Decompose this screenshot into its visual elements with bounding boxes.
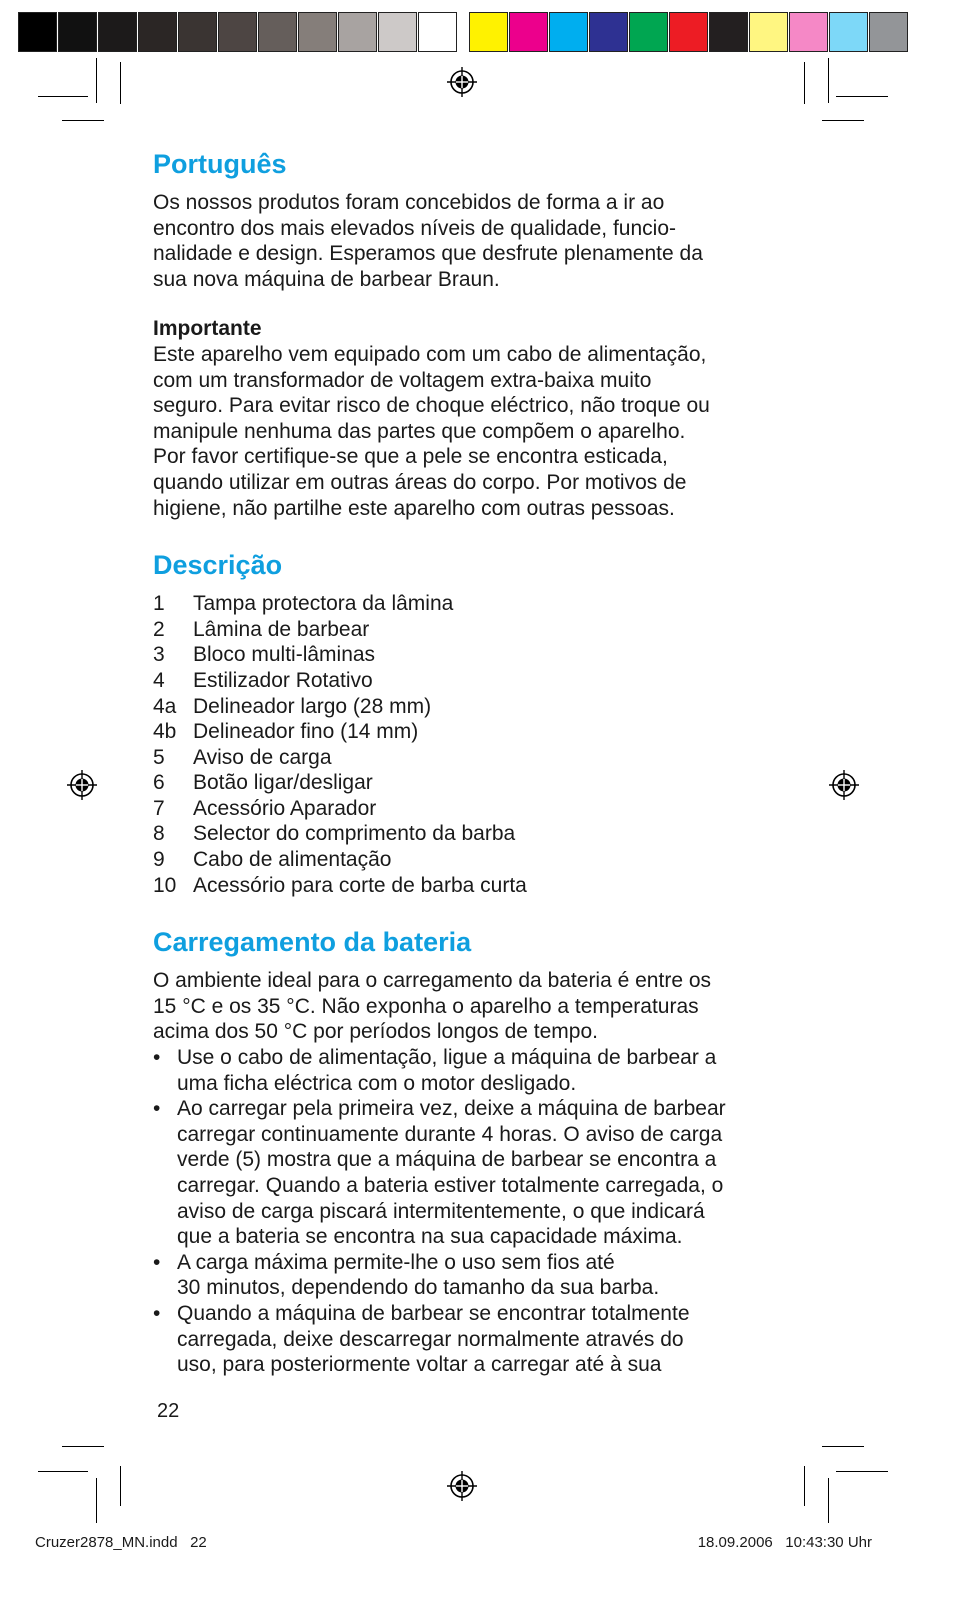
color-swatch: [218, 12, 257, 52]
part-label: Bloco multi-lâminas: [193, 643, 376, 667]
part-item: [153, 745, 793, 771]
part-label: Delineador largo (28 mm): [193, 694, 432, 718]
charging-intro: [153, 968, 793, 1045]
color-swatch: [469, 12, 508, 52]
part-item: [153, 719, 793, 745]
crop-mark: [96, 58, 97, 103]
part-number: 6: [153, 771, 165, 795]
section-title-carregamento: Carregamento da bateria: [153, 927, 472, 958]
text-line: uma ficha eléctrica com o motor desligado.: [177, 1071, 577, 1095]
color-swatch: [789, 12, 828, 52]
color-swatch: [138, 12, 177, 52]
color-swatch: [829, 12, 868, 52]
bullet-icon: •: [153, 1250, 161, 1274]
color-swatch: [338, 12, 377, 52]
part-label: Tampa protectora da lâmina: [193, 592, 454, 616]
text-line: seguro. Para evitar risco de choque eléctrico, não troque ou: [153, 394, 710, 418]
part-label: Delineador fino (14 mm): [193, 720, 419, 744]
color-swatch: [709, 12, 748, 52]
color-swatch: [589, 12, 628, 52]
text-line: O ambiente ideal para o carregamento da bateria é entre os: [153, 969, 712, 993]
part-label: Selector do comprimento da barba: [193, 822, 516, 846]
color-swatch: [549, 12, 588, 52]
section-title-descricao: Descrição: [153, 550, 283, 581]
color-swatch: [258, 12, 297, 52]
crop-mark: [828, 58, 829, 103]
part-label: Cabo de alimentação: [193, 848, 392, 872]
crop-mark: [804, 1466, 805, 1506]
footer-timestamp: 18.09.2006 10:43:30 Uhr: [697, 1534, 872, 1551]
part-label: Acessório Aparador: [193, 796, 377, 820]
charging-bullet-item: [153, 1045, 793, 1096]
registration-mark-icon: [447, 67, 477, 97]
part-item: [153, 617, 793, 643]
part-item: [153, 591, 793, 617]
text-line: encontro dos mais elevados níveis de qualidade, funcio-: [153, 216, 676, 240]
bullet-icon: •: [153, 1097, 161, 1121]
crop-mark: [38, 96, 88, 97]
important-label: Importante: [153, 317, 262, 341]
text-line: Os nossos produtos foram concebidos de forma a ir ao: [153, 191, 665, 214]
text-line: Por favor certifique-se que a pele se encontra esticada,: [153, 445, 668, 469]
part-label: Botão ligar/desligar: [193, 771, 373, 795]
text-line: A carga máxima permite-lhe o uso sem fios até: [177, 1250, 615, 1274]
registration-mark-icon: [67, 770, 97, 800]
part-label: Aviso de carga: [193, 745, 332, 769]
color-swatch: [509, 12, 548, 52]
part-label: Estilizador Rotativo: [193, 668, 373, 692]
charging-bullet-list: [153, 1045, 793, 1378]
part-number: 9: [153, 848, 165, 872]
part-item: [153, 642, 793, 668]
page-content: [153, 148, 793, 1378]
part-label: Lâmina de barbear: [193, 617, 370, 641]
text-line: quando utilizar em outras áreas do corpo. Por motivos de: [153, 470, 687, 494]
text-line: 30 minutos, dependendo do tamanho da sua barba.: [177, 1276, 660, 1300]
charging-bullet-item: [153, 1096, 793, 1250]
gray-calibration-bar: [18, 12, 458, 54]
color-swatch: [298, 12, 337, 52]
color-swatch: [749, 12, 788, 52]
crop-mark: [120, 1466, 121, 1506]
section-title-portugues: Português: [153, 149, 287, 179]
part-number: 4a: [153, 694, 177, 718]
crop-mark: [836, 1471, 888, 1472]
registration-mark-icon: [447, 1471, 477, 1501]
text-line: verde (5) mostra que a máquina de barbear se encontra a: [177, 1148, 717, 1172]
text-line: carregar continuamente durante 4 horas. O aviso de carga: [177, 1122, 723, 1146]
parts-list: [153, 591, 793, 898]
part-item: [153, 847, 793, 873]
color-swatch: [378, 12, 417, 52]
part-number: 8: [153, 822, 165, 846]
part-number: 2: [153, 617, 165, 641]
text-line: com um transformador de voltagem extra-baixa muito: [153, 368, 652, 392]
text-line: acima dos 50 °C por períodos longos de tempo.: [153, 1020, 598, 1044]
color-swatch: [869, 12, 908, 52]
text-line: nalidade e design. Esperamos que desfrute plenamente da: [153, 242, 703, 266]
text-line: manipule nenhuma das partes que compõem o aparelho.: [153, 419, 686, 443]
part-item: [153, 668, 793, 694]
important-paragraph: [153, 342, 793, 521]
crop-mark: [38, 1471, 88, 1472]
text-line: Este aparelho vem equipado com um cabo de alimentação,: [153, 342, 707, 366]
part-item: [153, 694, 793, 720]
crop-mark: [822, 1446, 864, 1447]
crop-mark: [804, 62, 805, 104]
text-line: Use o cabo de alimentação, ligue a máquina de barbear a: [177, 1046, 717, 1070]
footer-file-info: Cruzer2878_MN.indd 22: [35, 1534, 207, 1551]
color-swatch: [58, 12, 97, 52]
part-number: 4b: [153, 720, 177, 744]
bullet-icon: •: [153, 1046, 161, 1070]
crop-mark: [828, 1478, 829, 1523]
intro-paragraph: [153, 190, 793, 292]
part-item: [153, 821, 793, 847]
part-item: [153, 873, 793, 899]
crop-mark: [96, 1478, 97, 1523]
color-swatch: [629, 12, 668, 52]
part-number: 1: [153, 592, 165, 616]
crop-mark: [62, 1446, 104, 1447]
crop-mark: [62, 120, 104, 121]
color-swatch: [669, 12, 708, 52]
text-line: 15 °C e os 35 °C. Não exponha o aparelho a temperaturas: [153, 994, 699, 1018]
registration-mark-icon: [829, 770, 859, 800]
charging-bullet-item: [153, 1301, 793, 1378]
color-swatch: [178, 12, 217, 52]
text-line: higiene, não partilhe este aparelho com outras pessoas.: [153, 496, 675, 520]
text-line: Quando a máquina de barbear se encontrar totalmente: [177, 1301, 690, 1325]
bullet-icon: •: [153, 1301, 161, 1325]
part-number: 3: [153, 643, 165, 667]
part-number: 5: [153, 745, 165, 769]
crop-mark: [120, 62, 121, 104]
color-swatch: [418, 12, 457, 52]
text-line: aviso de carga piscará intermitentemente, o que indicará: [177, 1199, 705, 1223]
part-item: [153, 796, 793, 822]
text-line: uso, para posteriormente voltar a carregar até à sua: [177, 1353, 662, 1377]
text-line: carregar. Quando a bateria estiver totalmente carregada, o: [177, 1174, 724, 1197]
part-number: 10: [153, 873, 177, 897]
part-label: Acessório para corte de barba curta: [193, 873, 527, 897]
text-line: carregada, deixe descarregar normalmente através do: [177, 1327, 684, 1351]
crop-mark: [836, 96, 888, 97]
color-swatch: [98, 12, 137, 52]
color-calibration-bar: [469, 12, 909, 54]
text-line: sua nova máquina de barbear Braun.: [153, 267, 500, 291]
part-number: 7: [153, 796, 165, 820]
text-line: que a bateria se encontra na sua capacidade máxima.: [177, 1225, 683, 1249]
page-number: 22: [157, 1400, 180, 1422]
color-swatch: [18, 12, 57, 52]
charging-bullet-item: [153, 1250, 793, 1301]
part-number: 4: [153, 668, 165, 692]
text-line: Ao carregar pela primeira vez, deixe a máquina de barbear: [177, 1097, 726, 1121]
part-item: [153, 770, 793, 796]
crop-mark: [822, 120, 864, 121]
